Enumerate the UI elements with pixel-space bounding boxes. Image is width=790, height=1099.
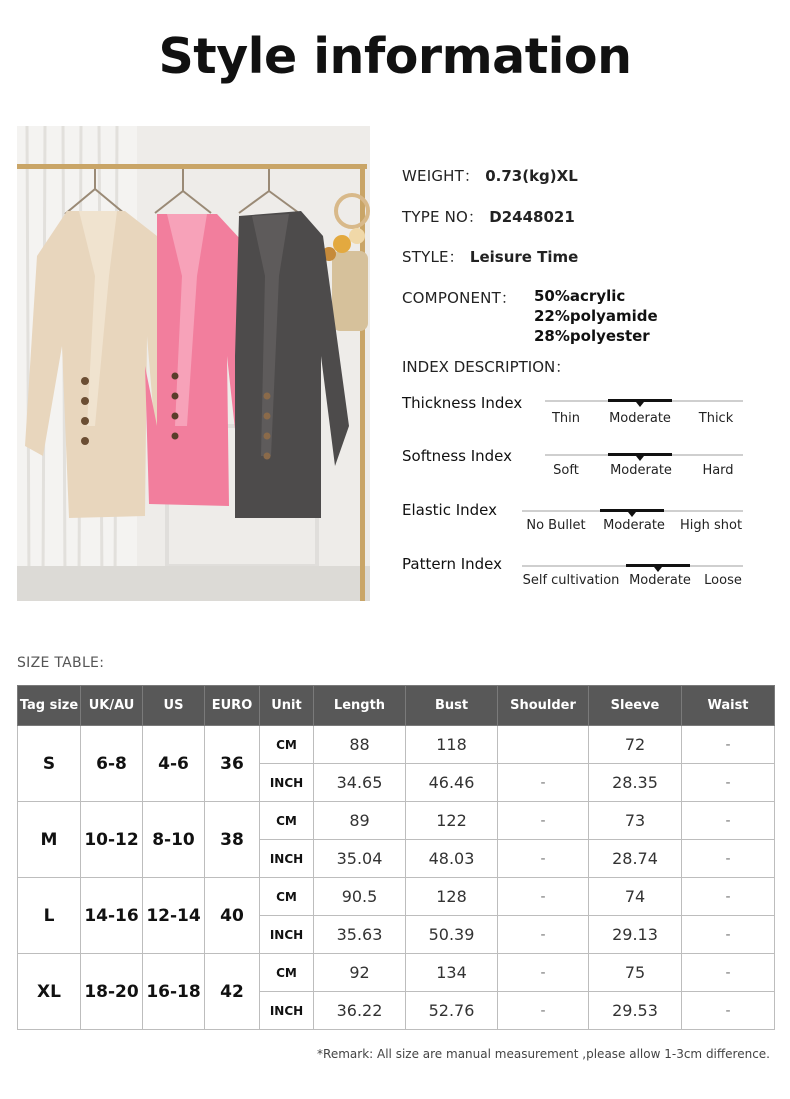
scale-label: Hard (702, 463, 734, 478)
header-cell: Sleeve (589, 686, 682, 726)
table-row (18, 954, 775, 992)
component-row (402, 287, 516, 308)
bust-cell: 46.46 (406, 764, 498, 802)
table-row (18, 878, 775, 916)
header-cell: Shoulder (498, 686, 589, 726)
header-cell: Unit (260, 686, 314, 726)
product-photo (17, 126, 370, 601)
shoulder-cell: - (498, 954, 589, 992)
length-cell: 92 (314, 954, 406, 992)
unit-cell: CM (260, 802, 314, 840)
us-cell: 8-10 (143, 802, 205, 878)
scale-label: Thick (698, 411, 734, 426)
waist-cell: - (682, 878, 775, 916)
sleeve-cell: 29.13 (589, 916, 682, 954)
us-cell: 4-6 (143, 726, 205, 802)
type-value: D2448021 (489, 208, 575, 226)
scale-label: High shot (679, 518, 743, 533)
weight-row (402, 165, 578, 186)
euro-cell: 38 (205, 802, 260, 878)
header-cell: Length (314, 686, 406, 726)
index-description-label: INDEX DESCRIPTION： (402, 358, 571, 376)
scale-label: Loose (704, 573, 742, 588)
unit-cell: INCH (260, 764, 314, 802)
tag-size-cell: S (18, 726, 81, 802)
euro-cell: 42 (205, 954, 260, 1030)
component-value-2: 22%polyamide (534, 307, 658, 325)
bust-cell: 134 (406, 954, 498, 992)
scale-label: Moderate (609, 411, 671, 426)
index-name: Pattern Index (402, 555, 503, 573)
ukau-cell: 18-20 (81, 954, 143, 1030)
scale-label: Thin (551, 411, 581, 426)
length-cell: 88 (314, 726, 406, 764)
bust-cell: 128 (406, 878, 498, 916)
us-cell: 16-18 (143, 954, 205, 1030)
pointer-icon (636, 402, 644, 407)
shoulder-cell: - (498, 916, 589, 954)
bust-cell: 118 (406, 726, 498, 764)
waist-cell: - (682, 992, 775, 1030)
header-cell: Waist (682, 686, 775, 726)
pointer-icon (654, 567, 662, 572)
scale-label: Soft (553, 463, 579, 478)
tag-size-cell: M (18, 802, 81, 878)
component-label: COMPONENT： (402, 289, 517, 307)
component-value-1: 50%acrylic (534, 287, 626, 305)
ukau-cell: 6-8 (81, 726, 143, 802)
scale-label: Moderate (603, 518, 665, 533)
sleeve-cell: 74 (589, 878, 682, 916)
sleeve-cell: 28.74 (589, 840, 682, 878)
unit-cell: CM (260, 726, 314, 764)
ukau-cell: 10-12 (81, 802, 143, 878)
unit-cell: CM (260, 878, 314, 916)
sleeve-cell: 28.35 (589, 764, 682, 802)
bust-cell: 52.76 (406, 992, 498, 1030)
size-table-title: SIZE TABLE: (17, 655, 105, 671)
tag-size-cell: XL (18, 954, 81, 1030)
waist-cell: - (682, 764, 775, 802)
remark-note: *Remark: All size are manual measurement ,please allow 1-3cm difference. (317, 1047, 770, 1061)
header-cell: Tag size (18, 686, 81, 726)
pointer-icon (636, 456, 644, 461)
type-row (402, 206, 575, 227)
scale-label: Self cultivation (522, 573, 620, 588)
header-cell: UK/AU (81, 686, 143, 726)
shoulder-cell: - (498, 840, 589, 878)
unit-cell: INCH (260, 916, 314, 954)
sleeve-cell: 75 (589, 954, 682, 992)
type-label: TYPE NO： (402, 208, 484, 226)
page-title: Style information (158, 28, 632, 85)
weight-value: 0.73(kg)XL (485, 167, 578, 185)
shoulder-cell: - (498, 802, 589, 840)
bust-cell: 50.39 (406, 916, 498, 954)
length-cell: 90.5 (314, 878, 406, 916)
length-cell: 36.22 (314, 992, 406, 1030)
ukau-cell: 14-16 (81, 878, 143, 954)
style-label: STYLE： (402, 248, 464, 266)
scale-label: Moderate (610, 463, 672, 478)
length-cell: 89 (314, 802, 406, 840)
header-cell: EURO (205, 686, 260, 726)
euro-cell: 36 (205, 726, 260, 802)
tag-size-cell: L (18, 878, 81, 954)
unit-cell: INCH (260, 992, 314, 1030)
sleeve-cell: 73 (589, 802, 682, 840)
style-value: Leisure Time (469, 248, 579, 266)
scale-label: No Bullet (526, 518, 586, 533)
index-name: Elastic Index (402, 501, 498, 519)
sleeve-cell: 72 (589, 726, 682, 764)
length-cell: 35.04 (314, 840, 406, 878)
shoulder-cell (498, 726, 589, 764)
header-cell: US (143, 686, 205, 726)
shoulder-cell: - (498, 992, 589, 1030)
index-name: Thickness Index (402, 394, 523, 412)
size-table-header (18, 686, 775, 726)
shoulder-cell: - (498, 764, 589, 802)
shoulder-cell: - (498, 878, 589, 916)
bust-cell: 48.03 (406, 840, 498, 878)
waist-cell: - (682, 726, 775, 764)
style-row (402, 246, 578, 267)
header-cell: Bust (406, 686, 498, 726)
euro-cell: 40 (205, 878, 260, 954)
waist-cell: - (682, 840, 775, 878)
waist-cell: - (682, 954, 775, 992)
unit-cell: INCH (260, 840, 314, 878)
index-name: Softness Index (402, 447, 513, 465)
waist-cell: - (682, 916, 775, 954)
pointer-icon (628, 512, 636, 517)
waist-cell: - (682, 802, 775, 840)
component-value-3: 28%polyester (534, 327, 650, 345)
length-cell: 35.63 (314, 916, 406, 954)
weight-label: WEIGHT： (402, 167, 480, 185)
bust-cell: 122 (406, 802, 498, 840)
us-cell: 12-14 (143, 878, 205, 954)
table-row (18, 726, 775, 764)
length-cell: 34.65 (314, 764, 406, 802)
unit-cell: CM (260, 954, 314, 992)
table-row (18, 802, 775, 840)
size-table (17, 685, 775, 1030)
scale-label: Moderate (629, 573, 691, 588)
sleeve-cell: 29.53 (589, 992, 682, 1030)
